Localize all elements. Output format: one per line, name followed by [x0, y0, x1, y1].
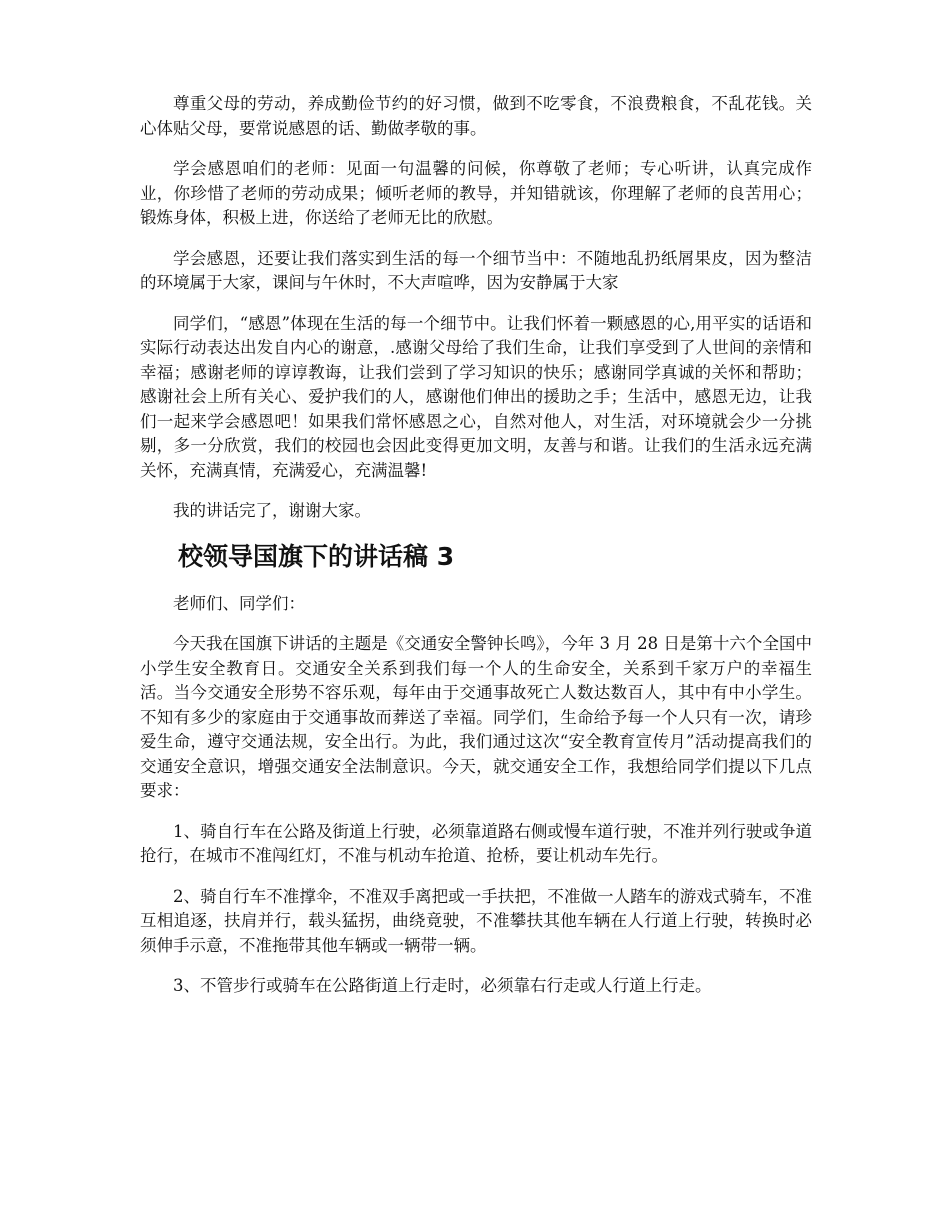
paragraph-daily-details: 学会感恩，还要让我们落实到生活的每一个细节当中：不随地乱扔纸屑果皮，因为整洁的环境属于大家，课间与午休时，不大声喧哗，因为安静属于大家 — [140, 248, 812, 292]
paragraph-closing: 我的讲话完了，谢谢大家。 — [173, 501, 371, 520]
paragraph-thank-teachers: 学会感恩咱们的老师：见面一句温馨的问候，你尊敬了老师；专心听讲，认真完成作业，你珍惜了老师的劳动成果；倾听老师的教导，并知错就该，你理解了老师的良苦用心；锻炼身体，积极上进，你送给了老师无比的欣慰。 — [140, 159, 812, 227]
section-heading: 校领导国旗下的讲话稿 3 — [178, 541, 455, 571]
paragraph-respect-parents: 尊重父母的劳动，养成勤俭节约的好习惯，做到不吃零食，不浪费粮食，不乱花钱。关心体贴父母，要常说感恩的话、勤做孝敬的事。 — [140, 94, 812, 138]
document-page — [140, 92, 812, 1015]
paragraph-greeting: 老师们、同学们： — [173, 593, 305, 613]
paragraph-rule-3: 3、不管步行或骑车在公路街道上行走时，必须靠右行走或人行道上行走。 — [173, 976, 712, 995]
paragraph-gratitude-summary: 同学们，“感恩”体现在生活的每一个细节中。让我们怀着一颗感恩的心,用平实的话语和实际行动表达出发自内心的谢意，.感谢父母给了我们生命，让我们享受到了人世间的亲情和幸福；感谢老师的谆谆教诲，让我们尝到了学习知识的快乐；感谢同学真诚的关怀和帮助；感谢社会上所有关心、爱护我们的人，感谢他们伸出的援助之手；生活中，感恩无边，让我们一起来学会感恩吧！如果我们常怀感恩之心，自然对他人，对生活，对环境就会少一分挑剔，多一分欣赏，我们的校园也会因此变得更加文明，友善与和谐。让我们的生活永远充满关怀，充满真情，充满爱心，充满温馨! — [140, 313, 812, 480]
paragraph-rule-2: 2、骑自行车不准撑伞，不准双手离把或一手扶把，不准做一人踏车的游戏式骑车，不准互相追逐，扶肩并行，载头猛拐，曲绕竟驶，不准攀扶其他车辆在人行道上行驶，转换时必须伸手示意，不准拖带其他车辆或一辆带一辆。 — [140, 886, 812, 955]
paragraph-traffic-intro: 今天我在国旗下讲话的主题是《交通安全警钟长鸣》，今年 3 月 28 日是第十六个全国中小学生安全教育日。交通安全关系到我们每一个人的生命安全，关系到千家万户的幸福生活。当今交通安全形势不容乐观，每年由于交通事故死亡人数达数百人，其中有中小学生。不知有多少的家庭由于交通事故而葬送了幸福。同学们，生命给予每一个人只有一次，请珍爱生命，遵守交通法规，安全出行。为此，我们通过这次“安全教育宣传月”活动提高我们的交通安全意识，增强交通安全法制意识。今天，就交通安全工作，我想给同学们提以下几点要求： — [140, 634, 812, 800]
paragraph-rule-1: 1、骑自行车在公路及街道上行驶，必须靠道路右侧或慢车道行驶，不准并列行驶或争道抢行，在城市不准闯红灯，不准与机动车抢道、抢桥，要让机动车先行。 — [140, 821, 812, 865]
